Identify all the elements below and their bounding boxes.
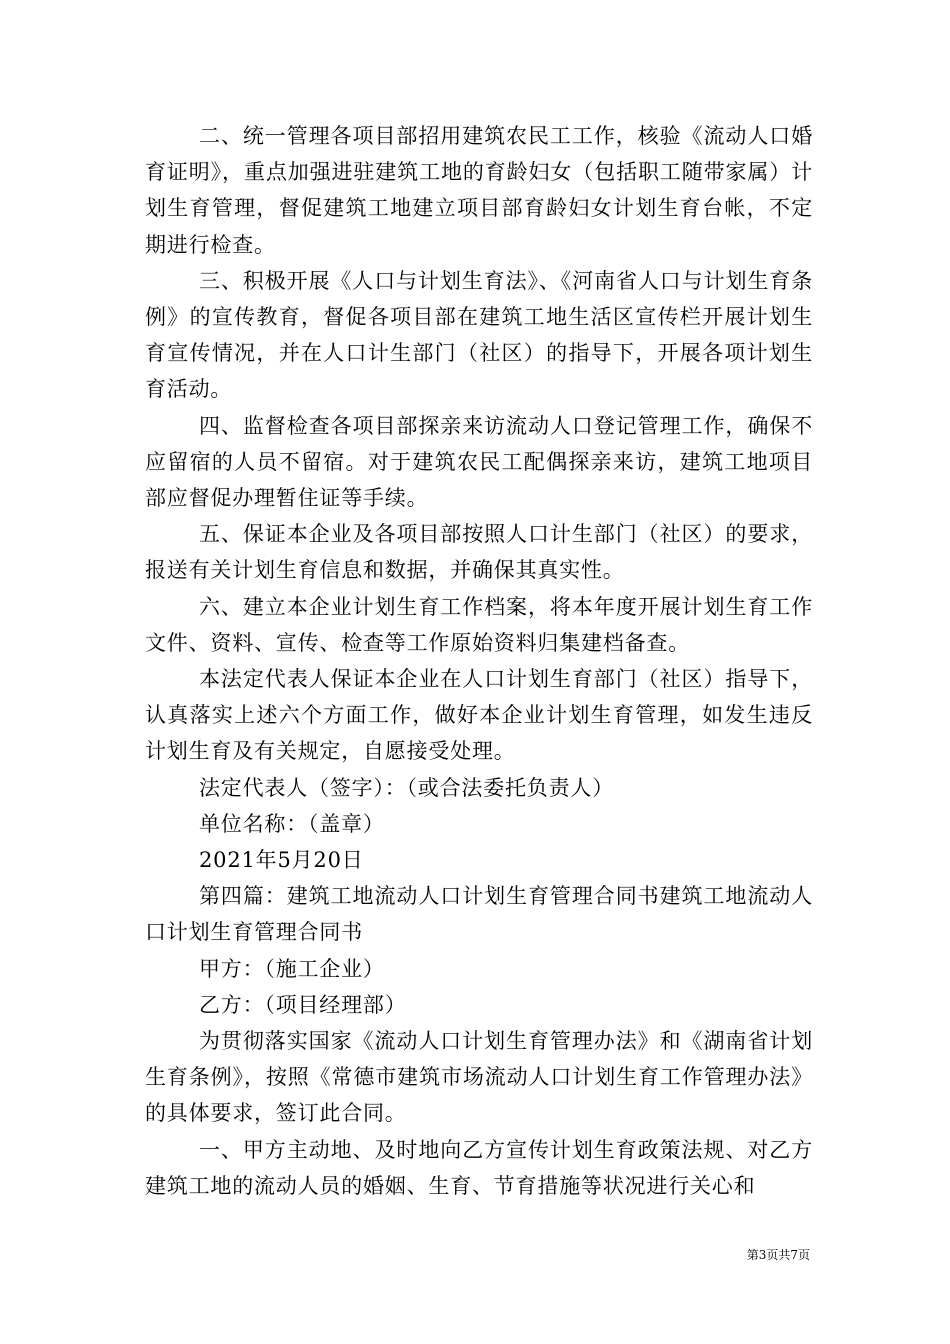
page-number-footer: 第3页共7页 (746, 1248, 810, 1262)
document-body (145, 118, 813, 1204)
guarantee-statement: 本法定代表人保证本企业在人口计划生育部门（社区）指导下，认真落实上述六个方面工作，做好本企业计划生育管理，如发生违反计划生育及有关规定，自愿接受处理。 (145, 667, 813, 764)
paragraph-item-2: 二、统一管理各项目部招用建筑农民工工作，核验《流动人口婚育证明》，重点加强进驻建筑工地的育龄妇女（包括职工随带家属）计划生育管理，督促建筑工地建立项目部育龄妇女计划生育台帐，不定期进行检查。 (145, 124, 813, 257)
paragraph-item-3: 三、积极开展《人口与计划生育法》、《河南省人口与计划生育条例》的宣传教育，督促各项目部在建筑工地生活区宣传栏开展计划生育宣传情况，并在人口计生部门（社区）的指导下，开展各项计划生育活动。 (145, 268, 813, 402)
date-line: 2021年5月20日 (199, 848, 364, 873)
paragraph-item-5: 五、保证本企业及各项目部按照人口计生部门（社区）的要求，报送有关计划生育信息和数据，并确保其真实性。 (145, 522, 813, 583)
party-a-line: 甲方：（施工企业） (199, 956, 385, 981)
contract-preamble: 为贯彻落实国家《流动人口计划生育管理办法》和《湖南省计划生育条例》，按照《常德市建筑市场流动人口计划生育工作管理办法》的具体要求，签订此合同。 (145, 1029, 813, 1126)
contract-clause-1: 一、甲方主动地、及时地向乙方宣传计划生育政策法规、对乙方建筑工地的流动人员的婚姻、生育、节育措施等状况进行关心和 (145, 1137, 813, 1198)
party-b-line: 乙方：（项目经理部） (199, 992, 407, 1017)
signature-line: 法定代表人（签字）：（或合法委托负责人） (199, 775, 614, 800)
paragraph-item-4: 四、监督检查各项目部探亲来访流动人口登记管理工作，确保不应留宿的人员不留宿。对于建筑农民工配偶探亲来访，建筑工地项目部应督促办理暂住证等手续。 (145, 413, 813, 511)
unit-name-line: 单位名称：（盖章） (199, 811, 385, 836)
paragraph-item-6: 六、建立本企业计划生育工作档案，将本年度开展计划生育工作文件、资料、宣传、检查等工作原始资料归集建档备查。 (145, 594, 813, 655)
section-heading: 第四篇：建筑工地流动人口计划生育管理合同书建筑工地流动人口计划生育管理合同书 (145, 884, 813, 945)
